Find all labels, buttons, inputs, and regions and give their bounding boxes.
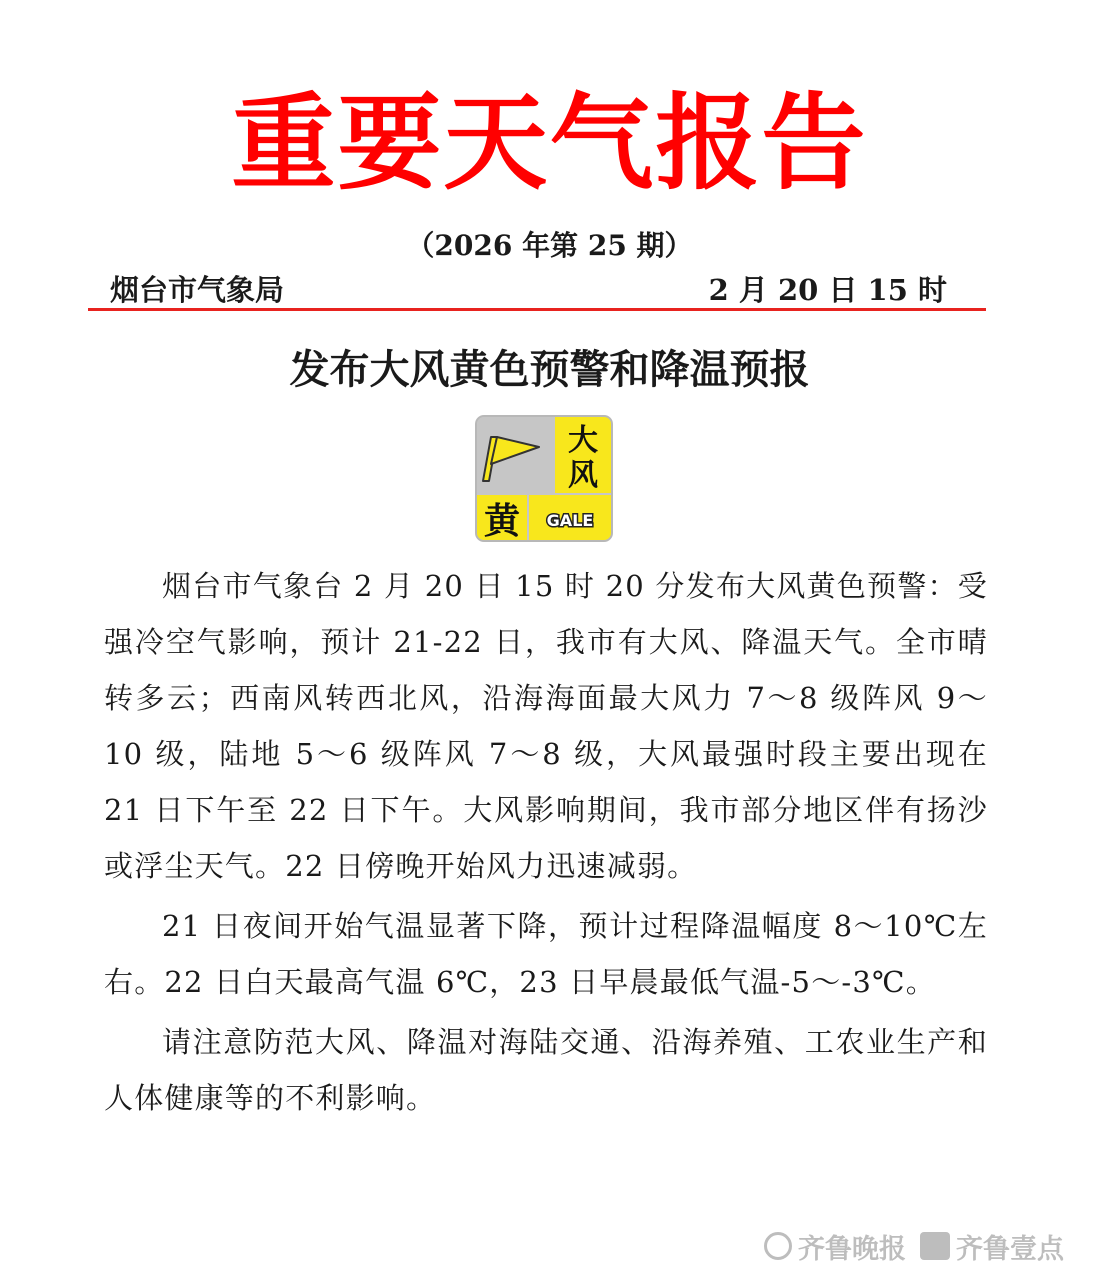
newspaper-logo-icon xyxy=(764,1232,792,1260)
signal-char-1: 大 xyxy=(568,423,598,458)
issue-time: 2 月 20 日 15 时 xyxy=(708,273,947,307)
signal-char-2: 风 xyxy=(568,458,598,493)
source-watermark xyxy=(764,1226,1064,1266)
body-paragraph-1: 烟台市气象台 2 月 20 日 15 时 20 分发布大风黄色预警：受强冷空气影响，预计 21-22 日，我市有大风、降温天气。全市晴转多云；西南风转西北风，沿海海面最大风力 7～8 级阵风 9～10 级，陆地 5～6 级阵风 7～8 级，大风最强时段主要出现在 21 日下午至 22 日下午。大风影响期间，我市部分地区伴有扬沙或浮尘天气。22 日傍晚开始风力迅速减弱。 xyxy=(104,569,988,883)
body-paragraph-2: 21 日夜间开始气温显著下降，预计过程降温幅度 8～10℃左右。22 日白天最高气温 6℃，23 日早晨最低气温-5～-3℃。 xyxy=(104,909,988,999)
watermark-left-text: 齐鲁晚报 xyxy=(798,1233,906,1265)
warning-headline: 发布大风黄色预警和降温预报 xyxy=(289,347,810,393)
gale-yellow-warning-icon xyxy=(475,415,613,542)
app-logo-icon xyxy=(920,1232,950,1260)
signal-english-label: GALE xyxy=(546,511,594,530)
signal-level-char: 黄 xyxy=(483,501,521,540)
body-paragraph-3: 请注意防范大风、降温对海陆交通、沿海养殖、工农业生产和人体健康等的不利影响。 xyxy=(104,1025,988,1115)
issue-number: （2026 年第 25 期） xyxy=(406,229,693,262)
report-body xyxy=(104,558,988,1130)
issuer-name: 烟台市气象局 xyxy=(110,273,285,307)
watermark-right-text: 齐鲁壹点 xyxy=(956,1233,1064,1265)
header-rule xyxy=(88,308,986,311)
masthead-title: 重要天气报告 xyxy=(231,81,868,204)
